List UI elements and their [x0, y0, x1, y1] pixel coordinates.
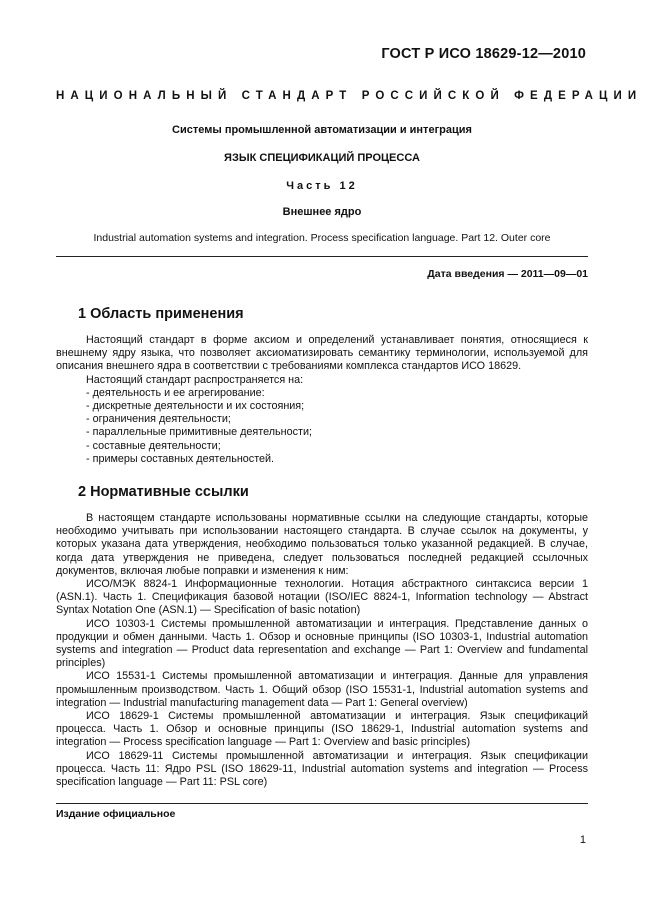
list-item: - деятельность и ее агрегирование:	[86, 386, 265, 399]
section-2-body	[56, 512, 588, 789]
footer-divider	[56, 803, 588, 804]
list-item: - составные деятельности;	[86, 439, 221, 452]
title-part: Часть 12	[286, 180, 358, 192]
edition-label: Издание официальное	[56, 808, 176, 820]
page-number: 1	[579, 834, 586, 846]
national-standard-banner: НАЦИОНАЛЬНЫЙ СТАНДАРТ РОССИЙСКОЙ ФЕДЕРАЦИИ	[56, 90, 643, 102]
section-1-body	[56, 334, 588, 466]
document-code: ГОСТ Р ИСО 18629-12—2010	[381, 46, 586, 62]
reference-item: ИСО 10303-1 Системы промышленной автоматизации и интеграция. Представление данных о продукции и обмен данными. Часть 1. Обзор и основные принципы (ISO 10303-1, Industrial automation systems and integration — Product data representation and exchange — Part 1: Overview and fundamental principles)	[56, 617, 588, 670]
title-language: ЯЗЫК СПЕЦИФИКАЦИЙ ПРОЦЕССА	[224, 152, 420, 164]
section-2-heading: 2 Нормативные ссылки	[78, 484, 249, 500]
paragraph: Настоящий стандарт распространяется на:	[86, 373, 304, 386]
list-item: - примеры составных деятельностей.	[86, 452, 275, 465]
paragraph: В настоящем стандарте использованы нормативные ссылки на следующие стандарты, которые необходимо учитывать при использовании настоящего стандарта. В случае ссылок на документы, у которых указана дата утверждения, необходимо пользоваться только указанной редакцией. В случае, когда дата утверждения не приведена, следует пользоваться последней редакцией ссылочных документов, включая любые поправки и изменения к ним:	[56, 512, 588, 577]
reference-item: ИСО/МЭК 8824-1 Информационные технологии. Нотация абстрактного синтаксиса версии 1 (ASN.1). Часть 1. Спецификация базовой нотации (ISO/IEC 8824-1, Information technology — Abstract Syntax Notation One (ASN.1) — Specification of basic notation)	[56, 578, 588, 617]
introduction-date: Дата введения — 2011—09—01	[427, 268, 588, 280]
title-english: Industrial automation systems and integration. Process specification language. Part 12. Outer core	[93, 232, 551, 244]
reference-item: ИСО 18629-11 Системы промышленной автоматизации и интеграция. Язык спецификации процесса. Часть 11: Ядро PSL (ISO 18629-11, Industrial automation systems and integration — Process specification language — Part 11: PSL core)	[56, 749, 588, 789]
header-divider	[56, 256, 588, 257]
list-item: - параллельные примитивные деятельности;	[86, 426, 313, 439]
title-subtitle: Внешнее ядро	[282, 206, 362, 218]
list-item: - дискретные деятельности и их состояния;	[86, 400, 305, 413]
section-1-heading: 1 Область применения	[78, 306, 244, 322]
paragraph: Настоящий стандарт в форме аксиом и определений устанавливает понятия, относящиеся к внешнему ядру языка, что позволяет аксиоматизировать семантику терминологии, используемой для описания внешнего ядра в соответствии с требованиями комплекса стандартов ИСО 18629.	[56, 334, 588, 373]
title-series: Системы промышленной автоматизации и интеграция	[172, 124, 472, 136]
reference-item: ИСО 15531-1 Системы промышленной автоматизации и интеграция. Данные для управления промышленным производством. Часть 1. Общий обзор (ISO 15531-1, Industrial automation systems and integration — Industrial manufacturing management data — Part 1: General overview)	[56, 670, 588, 709]
reference-item: ИСО 18629-1 Системы промышленной автоматизации и интеграция. Язык спецификаций процесса. Часть 1. Обзор и основные принципы (ISO 18629-1, Industrial automation systems and integration — Process specification language — Part 1: Overview and basic principles)	[56, 710, 588, 749]
list-item: - ограничения деятельности;	[86, 413, 231, 426]
